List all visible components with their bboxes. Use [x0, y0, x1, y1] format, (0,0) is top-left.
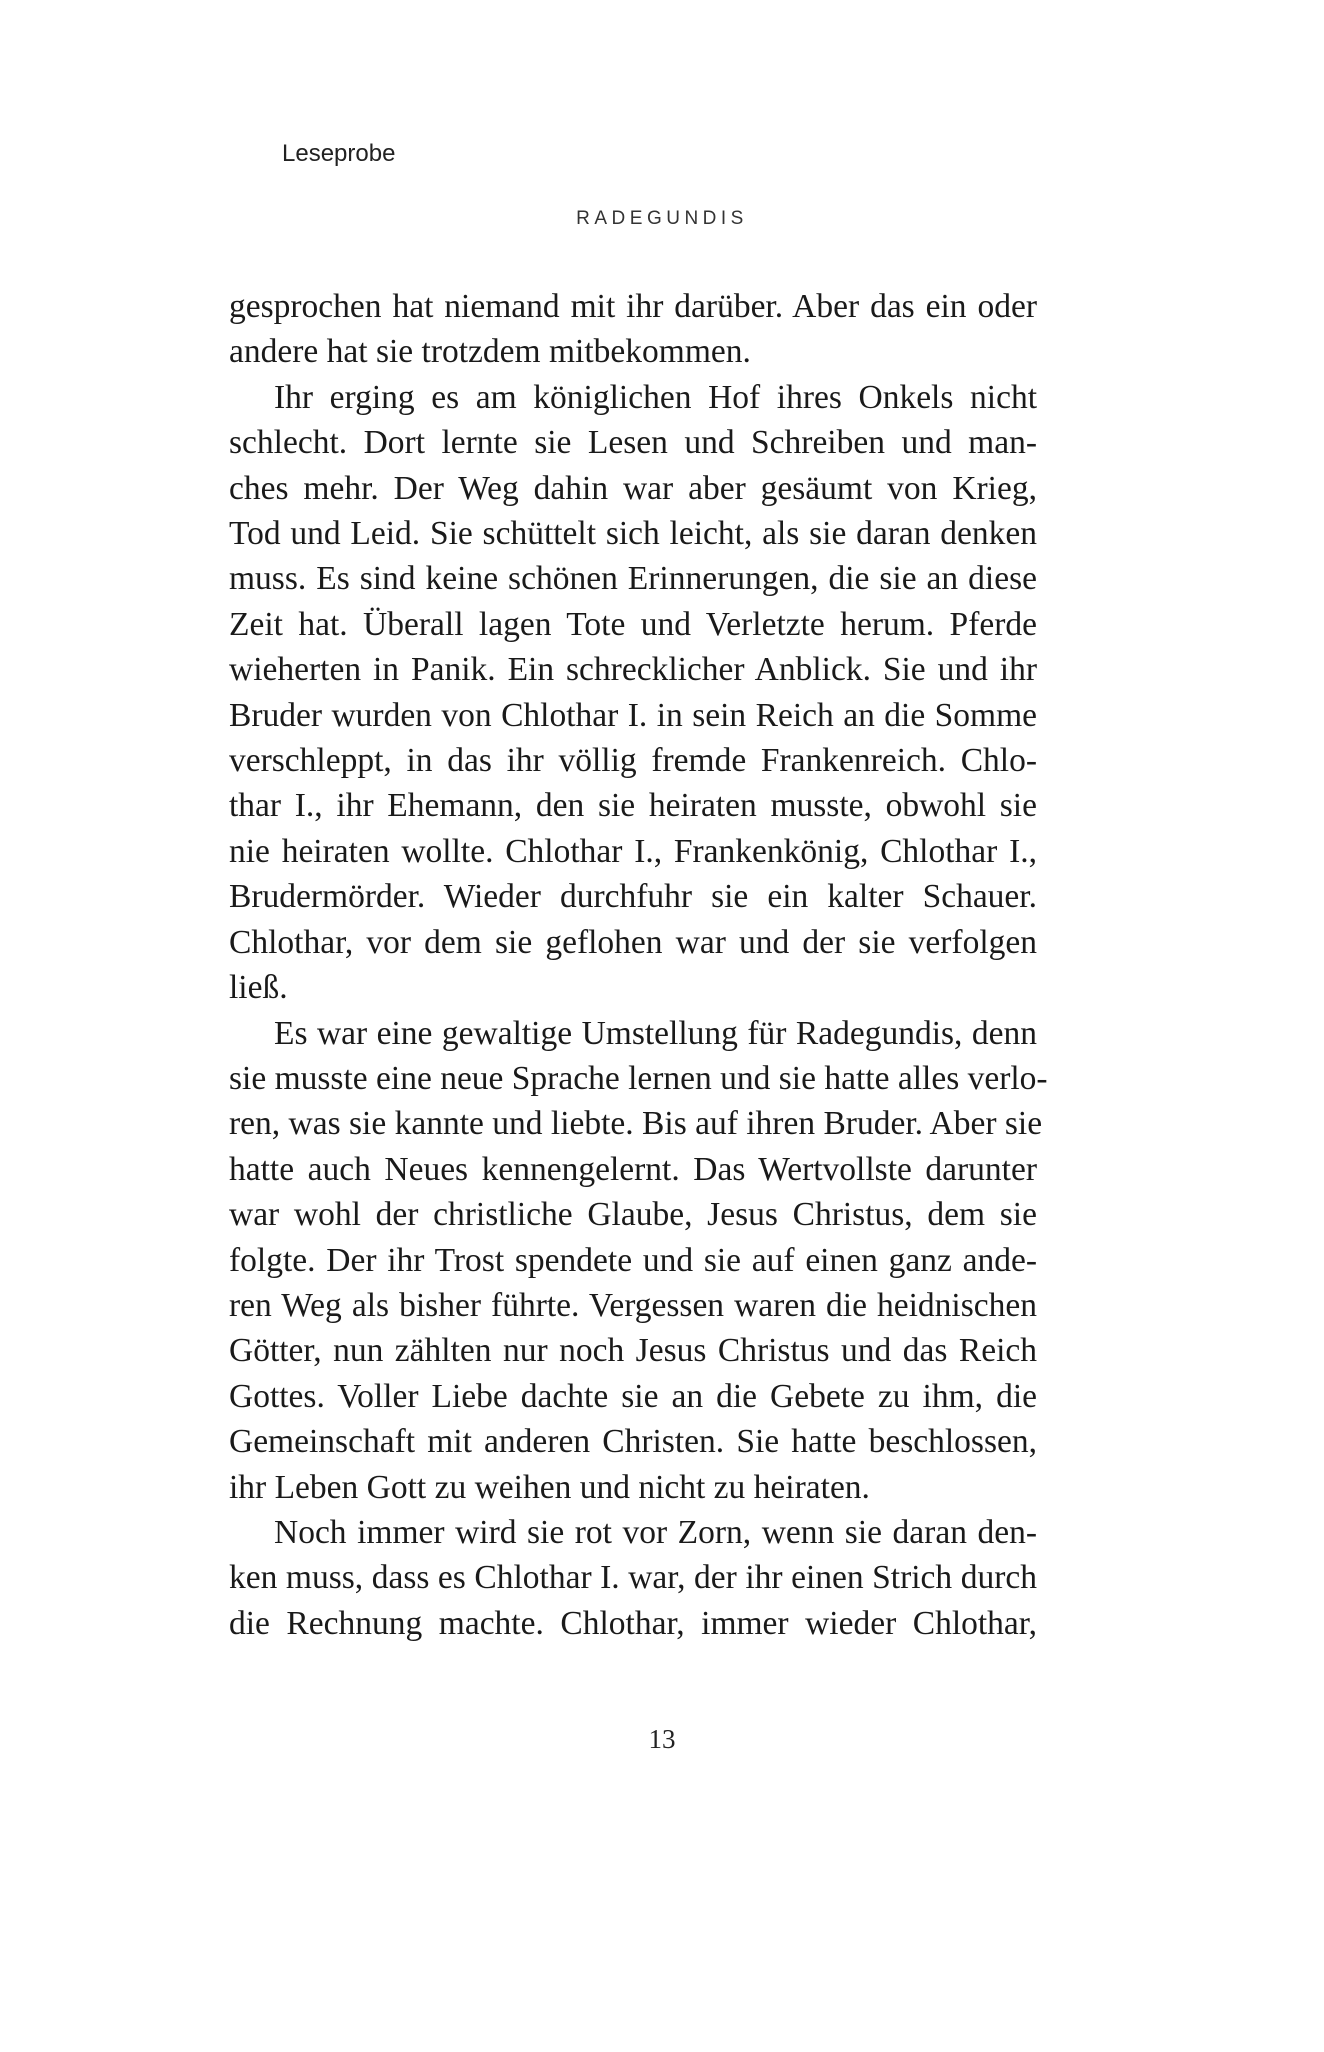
- text-line: Gemeinschaft mit anderen Christen. Sie hatte beschlossen,: [229, 1423, 1037, 1461]
- text-line: ließ.: [229, 969, 288, 1007]
- paragraph: [229, 284, 1037, 375]
- text-line: schlecht. Dort lernte sie Lesen und Schreiben und man-: [229, 424, 1037, 462]
- running-head: RADEGUNDIS: [576, 208, 748, 229]
- page-number: 13: [648, 1724, 676, 1754]
- text-line: Noch immer wird sie rot vor Zorn, wenn sie daran den-: [274, 1513, 1037, 1551]
- text-line: ches mehr. Der Weg dahin war aber gesäumt von Krieg,: [229, 469, 1037, 507]
- text-line: muss. Es sind keine schönen Erinnerungen, die sie an diese: [229, 560, 1037, 598]
- text-line: Bruder wurden von Chlothar I. in sein Reich an die Somme: [229, 696, 1037, 734]
- text-line: nie heiraten wollte. Chlothar I., Frankenkönig, Chlothar I.,: [229, 832, 1037, 870]
- text-line: war wohl der christliche Glaube, Jesus Christus, dem sie: [229, 1196, 1037, 1234]
- text-line: ken muss, dass es Chlothar I. war, der ihr einen Strich durch: [229, 1559, 1037, 1597]
- text-line: folgte. Der ihr Trost spendete und sie auf einen ganz ande-: [229, 1241, 1037, 1279]
- text-line: verschleppt, in das ihr völlig fremde Frankenreich. Chlo-: [229, 742, 1037, 780]
- paragraph: [229, 375, 1037, 1011]
- text-line: ren, was sie kannte und liebte. Bis auf ihren Bruder. Aber sie: [229, 1105, 1043, 1143]
- text-line: Es war eine gewaltige Umstellung für Radegundis, denn: [274, 1014, 1037, 1052]
- text-line: wieherten in Panik. Ein schrecklicher Anblick. Sie und ihr: [229, 651, 1037, 689]
- preview-label: Leseprobe: [282, 140, 396, 167]
- text-line: gesprochen hat niemand mit ihr darüber. Aber das ein oder: [229, 288, 1037, 325]
- text-line: Ihr erging es am königlichen Hof ihres Onkels nicht: [274, 378, 1037, 416]
- text-line: Chlothar, vor dem sie geflohen war und der sie verfolgen: [229, 923, 1037, 961]
- paragraph: [229, 1011, 1048, 1510]
- text-line: ihr Leben Gott zu weihen und nicht zu heiraten.: [229, 1468, 870, 1506]
- text-line: sie musste eine neue Sprache lernen und sie hatte alles verlo-: [229, 1059, 1048, 1097]
- text-line: thar I., ihr Ehemann, den sie heiraten musste, obwohl sie: [229, 787, 1037, 825]
- paragraph: [229, 1510, 1037, 1646]
- text-line: ren Weg als bisher führte. Vergessen waren die heidnischen: [229, 1286, 1037, 1324]
- text-line: Gottes. Voller Liebe dachte sie an die Gebete zu ihm, die: [229, 1377, 1037, 1415]
- text-line: andere hat sie trotzdem mitbekommen.: [229, 333, 751, 371]
- text-line: Brudermörder. Wieder durchfuhr sie ein kalter Schauer.: [229, 878, 1037, 916]
- body-text: [229, 284, 1048, 1646]
- text-line: Götter, nun zählten nur noch Jesus Christus und das Reich: [229, 1332, 1037, 1370]
- text-line: die Rechnung machte. Chlothar, immer wieder Chlothar,: [229, 1604, 1037, 1642]
- text-line: Tod und Leid. Sie schüttelt sich leicht, als sie daran denken: [229, 515, 1037, 553]
- text-line: Zeit hat. Überall lagen Tote und Verletzte herum. Pferde: [229, 605, 1037, 643]
- text-line: hatte auch Neues kennengelernt. Das Wertvollste darunter: [229, 1150, 1037, 1188]
